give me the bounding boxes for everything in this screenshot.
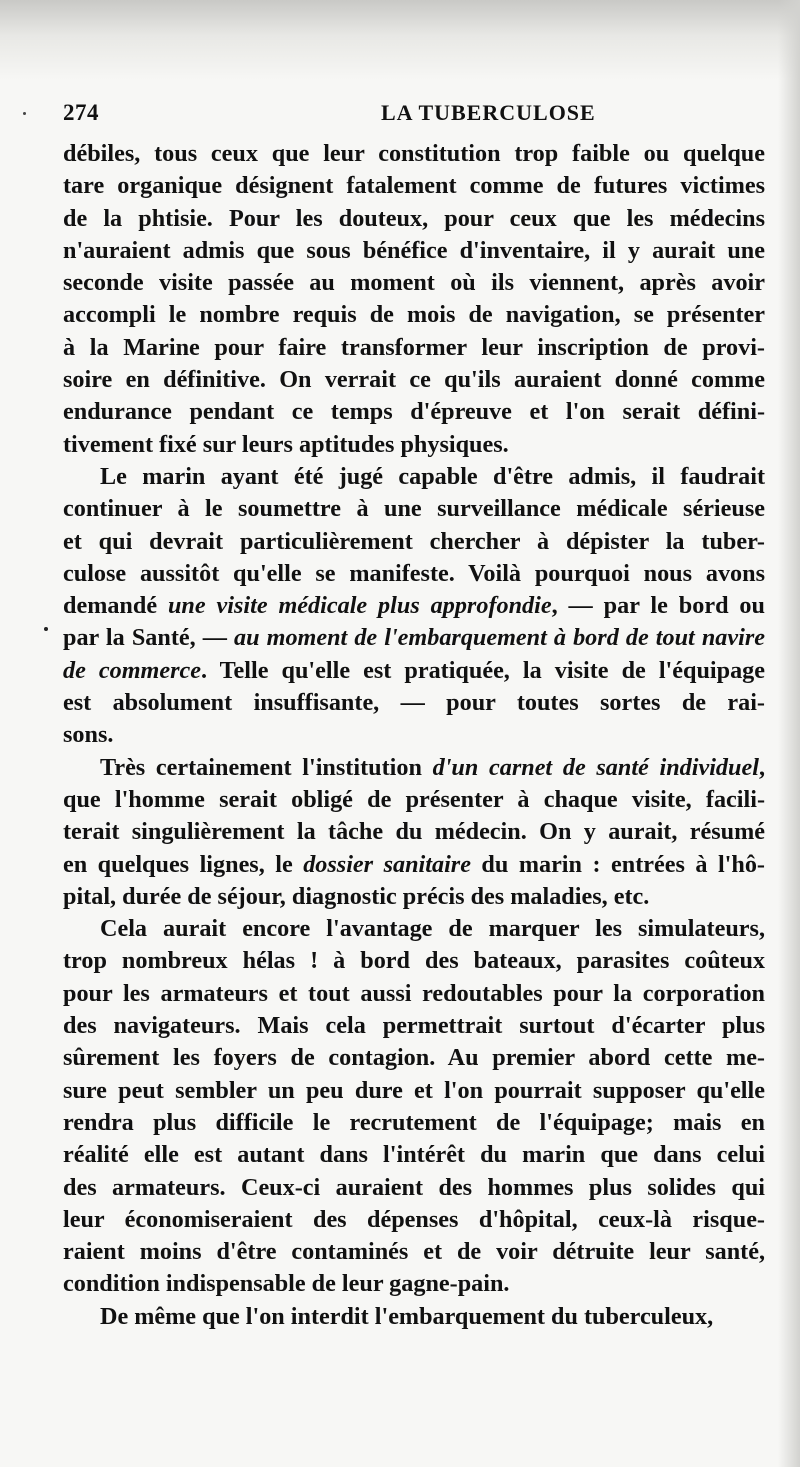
line-text: accompli le nombre requis de mois de navigation, se présenter <box>63 301 765 329</box>
line-text: culose aussitôt qu'elle se manifeste. Voilà pourquoi nous avons <box>63 559 765 587</box>
text-line <box>63 493 765 525</box>
line-text: des navigateurs. Mais cela permettrait surtout d'écarter plus <box>63 1012 765 1040</box>
line-text: , — par le bord ou <box>551 592 765 620</box>
line-text: par la Santé, — <box>63 624 234 652</box>
margin-mark <box>23 112 26 115</box>
text-line <box>63 267 765 299</box>
emphasis-text: au moment de l'embarquement à bord de tout navire <box>234 624 765 652</box>
text-line <box>63 622 765 654</box>
line-text: leur économiseraient des dépenses d'hôpital, ceux-là risque- <box>63 1205 765 1233</box>
text-line <box>63 332 765 364</box>
line-text: des armateurs. Ceux-ci auraient des hommes plus solides qui <box>63 1173 765 1201</box>
line-text: demandé <box>63 592 168 620</box>
text-line <box>63 364 765 396</box>
text-line <box>63 945 765 977</box>
text-line <box>63 1236 765 1268</box>
line-text: De même que l'on interdit l'embarquement du tuberculeux, <box>100 1302 714 1330</box>
text-line <box>63 1172 765 1204</box>
line-text: pour les armateurs et tout aussi redoutables pour la corporation <box>63 979 765 1007</box>
text-line <box>63 235 765 267</box>
line-text: seconde visite passée au moment où ils viennent, après avoir <box>63 269 765 297</box>
text-line <box>63 1042 765 1074</box>
line-text: continuer à le soumettre à une surveillance médicale sérieuse <box>63 495 765 523</box>
line-text: sons. <box>63 721 114 749</box>
line-text: réalité elle est autant dans l'intérêt du marin que dans celui <box>63 1141 765 1169</box>
margin-mark <box>44 627 48 631</box>
line-text: que l'homme serait obligé de présenter à chaque visite, facili- <box>63 785 765 813</box>
line-text: pital, durée de séjour, diagnostic précis des maladies, etc. <box>63 882 650 910</box>
line-text: du marin : entrées à l'hô- <box>470 850 765 878</box>
text-line <box>63 655 765 687</box>
line-text: de la phtisie. Pour les douteux, pour ceux que les médecins <box>63 204 765 232</box>
text-line <box>63 1010 765 1042</box>
text-line <box>63 526 765 558</box>
text-line <box>63 1268 765 1300</box>
line-text: , <box>758 753 765 781</box>
body-text <box>63 138 765 1333</box>
line-text: à la Marine pour faire transformer leur inscription de provi- <box>63 333 765 361</box>
line-text: en quelques lignes, le <box>63 850 304 878</box>
text-line <box>63 752 765 784</box>
line-text: terait singulièrement la tâche du médecin. On y aurait, résumé <box>63 818 765 846</box>
line-text: soire en définitive. On verrait ce qu'ils auraient donné comme <box>63 366 765 394</box>
scan-shadow <box>0 0 800 80</box>
line-text: raient moins d'être contaminés et de voir détruite leur santé, <box>63 1238 765 1266</box>
text-line <box>63 203 765 235</box>
text-line <box>63 816 765 848</box>
line-text: Le marin ayant été jugé capable d'être admis, il faudrait <box>100 462 765 490</box>
running-title: LA TUBERCULOSE <box>381 100 596 125</box>
emphasis-text: de commerce <box>63 656 201 684</box>
running-head <box>63 100 765 134</box>
text-line <box>63 299 765 331</box>
emphasis-text: dossier sanitaire <box>303 850 471 878</box>
text-line <box>63 978 765 1010</box>
text-line <box>63 719 765 751</box>
text-line <box>63 1139 765 1171</box>
line-text: et qui devrait particulièrement chercher à dépister la tuber- <box>63 527 765 555</box>
text-line <box>63 849 765 881</box>
text-line <box>63 1204 765 1236</box>
text-line <box>63 1075 765 1107</box>
text-line <box>63 461 765 493</box>
line-text: sure peut sembler un peu dure et l'on pourrait supposer qu'elle <box>63 1076 765 1104</box>
page-number: 274 <box>63 100 99 125</box>
page-edge <box>778 0 800 1467</box>
emphasis-text: une visite médicale plus approfondie <box>167 592 552 620</box>
line-text: tivement fixé sur leurs aptitudes physiques. <box>63 430 509 458</box>
text-line <box>63 429 765 461</box>
text-line <box>63 1107 765 1139</box>
text-line <box>63 590 765 622</box>
text-line <box>63 687 765 719</box>
line-text: est absolument insuffisante, — pour toutes sortes de rai- <box>63 689 765 717</box>
line-text: tare organique désignent fatalement comme de futures victimes <box>63 172 765 200</box>
line-text: rendra plus difficile le recrutement de l'équipage; mais en <box>63 1108 765 1136</box>
line-text: n'auraient admis que sous bénéfice d'inventaire, il y aurait une <box>63 236 765 264</box>
line-text: trop nombreux hélas ! à bord des bateaux, parasites coûteux <box>63 947 765 975</box>
text-line <box>63 170 765 202</box>
line-text: Cela aurait encore l'avantage de marquer les simulateurs, <box>100 915 765 943</box>
line-text: débiles, tous ceux que leur constitution trop faible ou quelque <box>63 140 765 167</box>
text-line <box>63 396 765 428</box>
line-text: sûrement les foyers de contagion. Au premier abord cette me- <box>63 1044 765 1072</box>
text-line <box>63 881 765 913</box>
emphasis-text: d'un carnet de santé individuel <box>432 753 759 781</box>
text-line <box>63 784 765 816</box>
line-text: Très certainement l'institution <box>100 753 433 781</box>
line-text: endurance pendant ce temps d'épreuve et l'on serait défini- <box>63 398 765 426</box>
line-text: condition indispensable de leur gagne-pain. <box>63 1270 510 1298</box>
text-line <box>63 558 765 590</box>
text-line <box>63 1301 765 1333</box>
text-line <box>63 913 765 945</box>
text-line <box>63 138 765 170</box>
line-text: . Telle qu'elle est pratiquée, la visite de l'équipage <box>200 656 765 684</box>
